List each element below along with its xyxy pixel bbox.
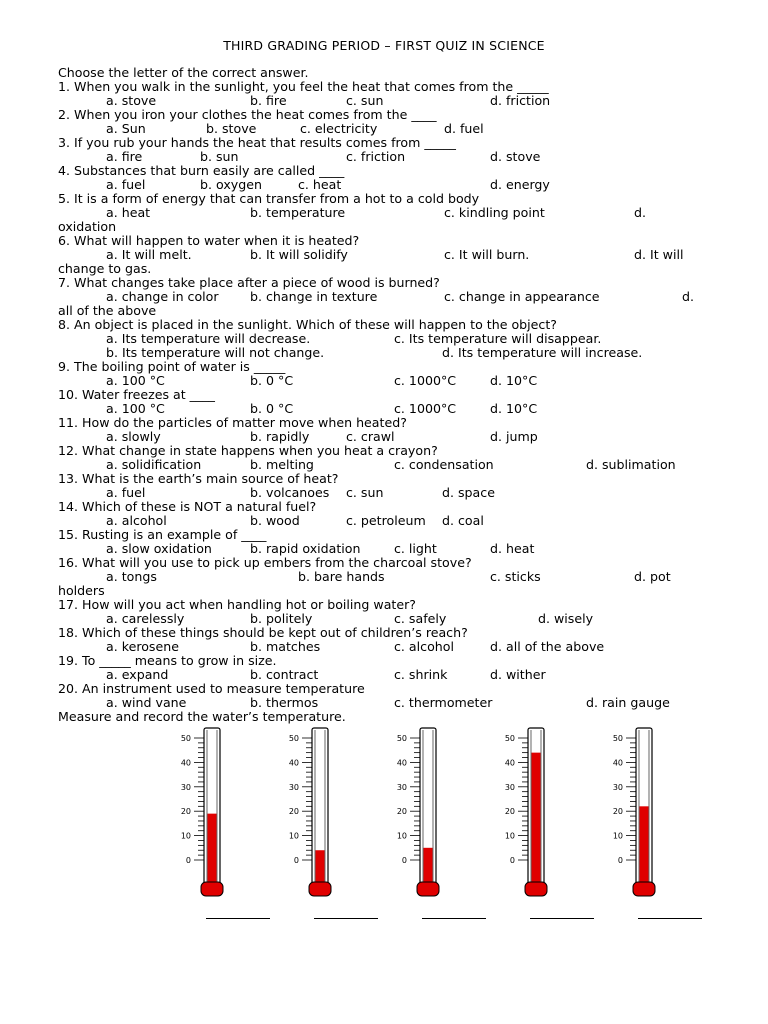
thermometer-bulb — [309, 882, 331, 896]
option-b[interactable]: b. matches — [250, 639, 321, 654]
question-6: 6. What will happen to water when it is heated? — [58, 233, 360, 248]
option-b[interactable]: d. Its temperature will increase. — [442, 345, 643, 360]
thermometer-graphic — [388, 722, 498, 912]
option-continuation: oxidation — [58, 219, 117, 234]
thermometer-graphic — [280, 722, 390, 912]
thermometer-5 — [604, 722, 714, 932]
scale-label: 0 — [617, 856, 623, 865]
answer-blank[interactable] — [314, 917, 378, 919]
question-3: 3. If you rub your hands the heat that results comes from _____ — [58, 135, 456, 150]
question-9: 9. The boiling point of water is _____ — [58, 359, 286, 374]
scale-label: 20 — [288, 807, 299, 817]
option-a[interactable]: a. kerosene — [106, 639, 179, 654]
scale-label: 0 — [401, 856, 407, 865]
option-b[interactable]: b. stove — [206, 121, 257, 136]
scale-label: 0 — [509, 856, 515, 865]
scale-label: 20 — [612, 807, 623, 817]
scale-label: 50 — [396, 734, 407, 743]
answer-blank[interactable] — [638, 917, 702, 919]
measure-instruction: Measure and record the water’s temperature. — [58, 709, 346, 724]
quiz-body — [58, 66, 718, 724]
options-row — [58, 458, 718, 472]
scale-label: 10 — [612, 831, 623, 841]
options-row — [58, 122, 718, 136]
option-d[interactable]: d. — [682, 289, 694, 304]
question-2: 2. When you iron your clothes the heat comes from the ____ — [58, 107, 437, 122]
option-continuation: all of the above — [58, 303, 157, 318]
option-b[interactable]: b. change in texture — [250, 289, 378, 304]
question-list — [58, 80, 718, 710]
option-b[interactable]: b. wood — [250, 513, 300, 528]
option-c[interactable]: c. sun — [346, 93, 384, 108]
option-c[interactable]: c. petroleum — [346, 513, 426, 528]
option-c[interactable]: c. condensation — [394, 457, 494, 472]
question-5: 5. It is a form of energy that can transfer from a hot to a cold body — [58, 191, 480, 206]
question-13: 13. What is the earth’s main source of heat? — [58, 471, 339, 486]
option-b[interactable]: b. It will solidify — [250, 247, 348, 262]
option-d[interactable]: d. sublimation — [586, 457, 676, 472]
option-c[interactable]: c. shrink — [394, 667, 448, 682]
thermometer-graphic — [172, 722, 282, 912]
option-b[interactable]: b. politely — [250, 611, 313, 626]
mercury-level — [208, 814, 217, 888]
scale-label: 20 — [180, 807, 191, 817]
option-b[interactable]: b. fire — [250, 93, 287, 108]
options-row — [58, 332, 718, 346]
options-row — [58, 542, 718, 556]
options-row — [58, 514, 718, 528]
options-row — [58, 290, 718, 304]
option-d[interactable]: d. space — [442, 485, 495, 500]
option-c[interactable]: c. alcohol — [394, 639, 454, 654]
options-row — [58, 94, 718, 108]
option-c[interactable]: c. It will burn. — [444, 247, 530, 262]
option-c[interactable]: c. 1000°C — [394, 401, 457, 416]
option-a[interactable]: a. fuel — [106, 177, 146, 192]
question-4: 4. Substances that burn easily are called ____ — [58, 163, 345, 178]
mercury-level — [640, 806, 649, 888]
options-row — [58, 248, 718, 262]
instruction: Choose the letter of the correct answer. — [58, 65, 309, 80]
option-a[interactable]: b. Its temperature will not change. — [106, 345, 325, 360]
option-d[interactable]: d. pot — [634, 569, 671, 584]
option-a[interactable]: a. 100 °C — [106, 373, 165, 388]
thermometer-graphic — [604, 722, 714, 912]
thermometer-2 — [280, 722, 390, 932]
option-a[interactable]: a. expand — [106, 667, 169, 682]
thermometer-bulb — [525, 882, 547, 896]
option-a[interactable]: a. solidification — [106, 457, 202, 472]
option-continuation: change to gas. — [58, 261, 152, 276]
option-b[interactable]: b. thermos — [250, 695, 319, 710]
scale-label: 30 — [180, 782, 191, 792]
question-15: 15. Rusting is an example of ____ — [58, 527, 267, 542]
option-c[interactable]: c. safely — [394, 611, 447, 626]
option-d[interactable]: d. 10°C — [490, 401, 538, 416]
option-c[interactable]: c. crawl — [346, 429, 395, 444]
answer-blank[interactable] — [530, 917, 594, 919]
option-b[interactable]: b. volcanoes — [250, 485, 330, 500]
scale-label: 0 — [185, 856, 191, 865]
option-a[interactable]: a. 100 °C — [106, 401, 165, 416]
options-row — [58, 640, 718, 654]
thermometer-1 — [172, 722, 282, 932]
question-17: 17. How will you act when handling hot or boiling water? — [58, 597, 416, 612]
option-d[interactable]: d. jump — [490, 429, 538, 444]
scale-label: 10 — [180, 831, 191, 841]
option-a[interactable]: a. tongs — [106, 569, 157, 584]
options-row — [58, 430, 718, 444]
option-d[interactable]: d. stove — [490, 149, 541, 164]
options-row — [58, 206, 718, 220]
options-row — [58, 402, 718, 416]
thermometer-row — [0, 722, 768, 932]
scale-label: 40 — [396, 758, 407, 768]
option-a[interactable]: a. Sun — [106, 121, 146, 136]
scale-label: 0 — [293, 856, 299, 865]
option-d[interactable]: d. heat — [490, 541, 535, 556]
question-18: 18. Which of these things should be kept out of children’s reach? — [58, 625, 468, 640]
scale-label: 30 — [288, 782, 299, 792]
option-d[interactable]: d. It will — [634, 247, 684, 262]
quiz-title: THIRD GRADING PERIOD – FIRST QUIZ IN SCIENCE — [223, 38, 545, 53]
answer-blank[interactable] — [422, 917, 486, 919]
option-b[interactable]: b. contract — [250, 667, 319, 682]
scale-label: 40 — [504, 758, 515, 768]
option-a[interactable]: a. slowly — [106, 429, 161, 444]
option-d[interactable]: d. — [634, 205, 646, 220]
option-a[interactable]: a. wind vane — [106, 695, 187, 710]
scale-label: 20 — [504, 807, 515, 817]
question-16: 16. What will you use to pick up embers from the charcoal stove? — [58, 555, 472, 570]
option-a[interactable]: a. alcohol — [106, 513, 167, 528]
option-b[interactable]: b. rapidly — [250, 429, 310, 444]
option-c[interactable]: c. 1000°C — [394, 373, 457, 388]
scale-label: 50 — [180, 734, 191, 743]
question-10: 10. Water freezes at ____ — [58, 387, 215, 402]
option-b[interactable]: b. oxygen — [200, 177, 262, 192]
scale-label: 50 — [504, 734, 515, 743]
options-row — [58, 570, 718, 584]
option-d[interactable]: d. 10°C — [490, 373, 538, 388]
scale-label: 50 — [288, 734, 299, 743]
option-a[interactable]: a. It will melt. — [106, 247, 192, 262]
option-a[interactable]: a. Its temperature will decrease. — [106, 331, 311, 346]
option-d[interactable]: d. wither — [490, 667, 546, 682]
scale-label: 30 — [612, 782, 623, 792]
option-d[interactable]: d. coal — [442, 513, 484, 528]
scale-label: 40 — [612, 758, 623, 768]
thermometer-bulb — [417, 882, 439, 896]
thermometer-graphic — [496, 722, 606, 912]
option-a[interactable]: a. carelessly — [106, 611, 185, 626]
thermometer-bulb — [201, 882, 223, 896]
option-b[interactable]: b. rapid oxidation — [250, 541, 361, 556]
options-row — [58, 696, 718, 710]
question-20: 20. An instrument used to measure temperature — [58, 681, 365, 696]
option-d[interactable]: d. friction — [490, 93, 551, 108]
option-b[interactable]: b. bare hands — [298, 569, 385, 584]
options-row — [58, 486, 718, 500]
scale-label: 50 — [612, 734, 623, 743]
option-a[interactable]: a. heat — [106, 205, 151, 220]
thermometer-bulb — [633, 882, 655, 896]
scale-label: 30 — [396, 782, 407, 792]
option-b[interactable]: b. temperature — [250, 205, 346, 220]
option-d[interactable]: d. wisely — [538, 611, 594, 626]
option-a[interactable]: a. fire — [106, 149, 143, 164]
scale-label: 40 — [180, 758, 191, 768]
option-d[interactable]: d. fuel — [444, 121, 484, 136]
option-a[interactable]: a. stove — [106, 93, 157, 108]
option-c[interactable]: c. friction — [346, 149, 406, 164]
question-1: 1. When you walk in the sunlight, you feel the heat that comes from the _____ — [58, 79, 549, 94]
question-11: 11. How do the particles of matter move when heated? — [58, 415, 407, 430]
option-d[interactable]: d. rain gauge — [586, 695, 670, 710]
scale-label: 10 — [504, 831, 515, 841]
question-7: 7. What changes take place after a piece of wood is burned? — [58, 275, 440, 290]
options-row — [58, 668, 718, 682]
options-row — [58, 374, 718, 388]
scale-label: 10 — [288, 831, 299, 841]
option-a[interactable]: a. slow oxidation — [106, 541, 212, 556]
scale-label: 10 — [396, 831, 407, 841]
option-c[interactable]: c. kindling point — [444, 205, 545, 220]
question-8: 8. An object is placed in the sunlight. Which of these will happen to the object? — [58, 317, 557, 332]
option-c[interactable]: c. change in appearance — [444, 289, 600, 304]
option-continuation: holders — [58, 583, 105, 598]
scale-label: 30 — [504, 782, 515, 792]
thermometer-3 — [388, 722, 498, 932]
answer-blank[interactable] — [206, 917, 270, 919]
options-row — [58, 346, 718, 360]
option-c[interactable]: c. electricity — [300, 121, 378, 136]
thermometer-4 — [496, 722, 606, 932]
options-row — [58, 150, 718, 164]
option-a[interactable]: a. change in color — [106, 289, 219, 304]
mercury-level — [532, 753, 541, 888]
question-14: 14. Which of these is NOT a natural fuel? — [58, 499, 317, 514]
option-c[interactable]: c. sticks — [490, 569, 541, 584]
option-d[interactable]: d. all of the above — [490, 639, 605, 654]
option-c[interactable]: c. thermometer — [394, 695, 493, 710]
option-c[interactable]: c. heat — [298, 177, 342, 192]
question-12: 12. What change in state happens when you heat a crayon? — [58, 443, 438, 458]
option-d[interactable]: d. energy — [490, 177, 550, 192]
option-c[interactable]: c. light — [394, 541, 437, 556]
option-b[interactable]: b. melting — [250, 457, 314, 472]
scale-label: 40 — [288, 758, 299, 768]
option-c[interactable]: c. sun — [346, 485, 384, 500]
option-b[interactable]: b. 0 °C — [250, 401, 294, 416]
options-row — [58, 612, 718, 626]
option-b[interactable]: c. Its temperature will disappear. — [394, 331, 602, 346]
option-a[interactable]: a. fuel — [106, 485, 146, 500]
option-b[interactable]: b. sun — [200, 149, 239, 164]
option-b[interactable]: b. 0 °C — [250, 373, 294, 388]
question-19: 19. To _____ means to grow in size. — [58, 653, 277, 668]
scale-label: 20 — [396, 807, 407, 817]
options-row — [58, 178, 718, 192]
